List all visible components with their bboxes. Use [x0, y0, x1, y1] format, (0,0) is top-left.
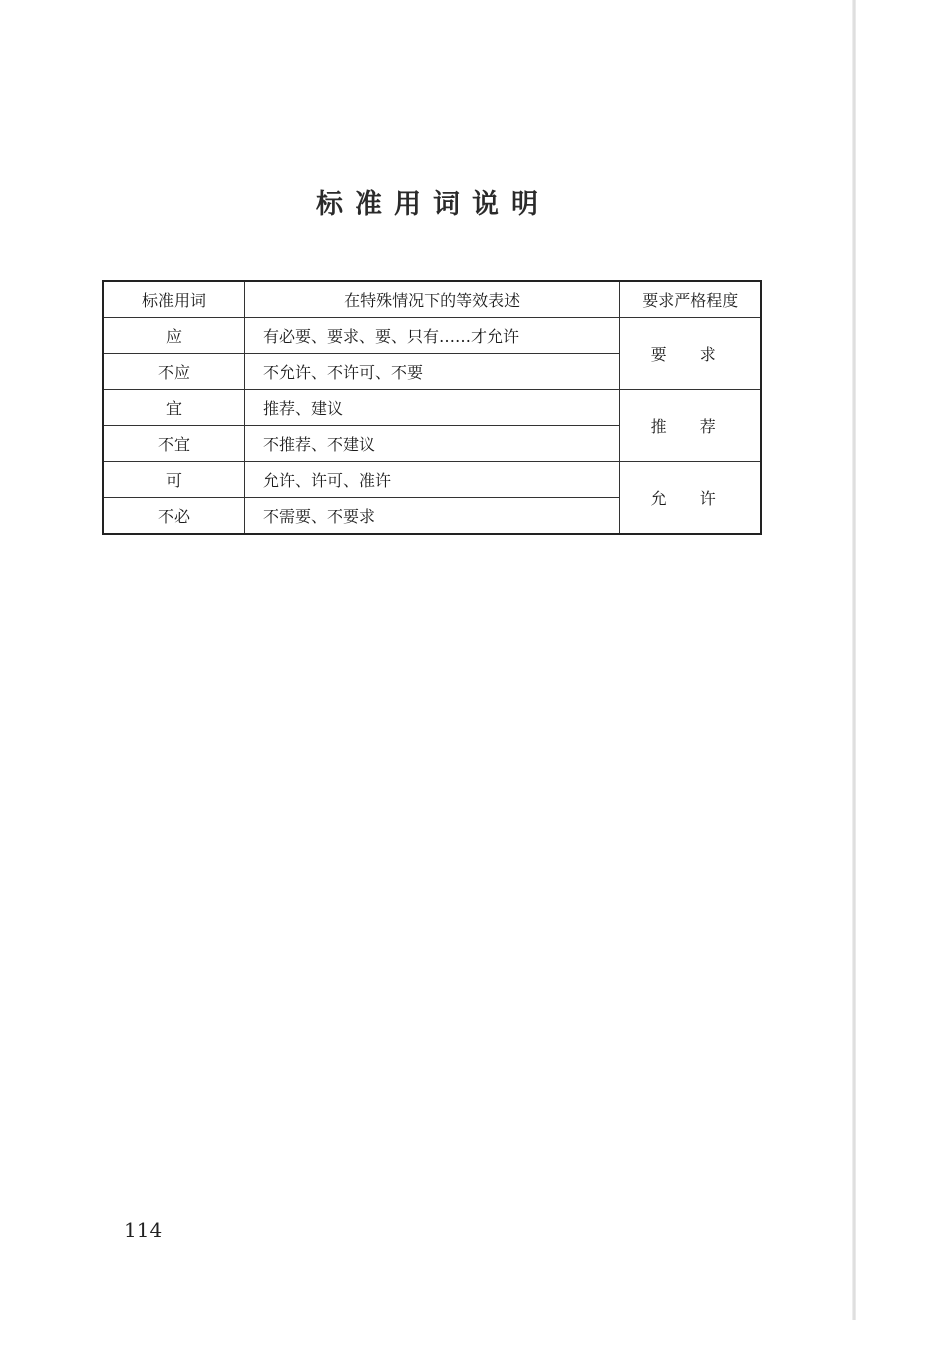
term-cell: 不必 — [103, 498, 244, 535]
level-cell: 要 求 — [620, 318, 761, 390]
term-cell: 不应 — [103, 354, 244, 390]
page-title: 标准用词说明 — [316, 189, 550, 220]
header-equivalent: 在特殊情况下的等效表述 — [244, 281, 619, 318]
term-cell: 应 — [103, 318, 244, 354]
equivalent-cell: 不需要、不要求 — [244, 498, 619, 535]
term-cell: 可 — [103, 462, 244, 498]
page-number: 114 — [124, 1218, 163, 1242]
equivalent-cell: 推荐、建议 — [244, 390, 619, 426]
header-level: 要求严格程度 — [620, 281, 761, 318]
equivalent-cell: 允许、许可、准许 — [244, 462, 619, 498]
term-cell: 不宜 — [103, 426, 244, 462]
level-cell: 允 许 — [620, 462, 761, 535]
table-row — [103, 318, 761, 354]
equivalent-cell: 不推荐、不建议 — [244, 426, 619, 462]
table-row — [103, 390, 761, 426]
term-cell: 宜 — [103, 390, 244, 426]
equivalent-cell: 不允许、不许可、不要 — [244, 354, 619, 390]
level-cell: 推 荐 — [620, 390, 761, 462]
equivalent-cell: 有必要、要求、要、只有……才允许 — [244, 318, 619, 354]
table-header-row — [103, 281, 761, 318]
standard-terms-table — [102, 280, 762, 535]
header-term: 标准用词 — [103, 281, 244, 318]
table-row — [103, 462, 761, 498]
